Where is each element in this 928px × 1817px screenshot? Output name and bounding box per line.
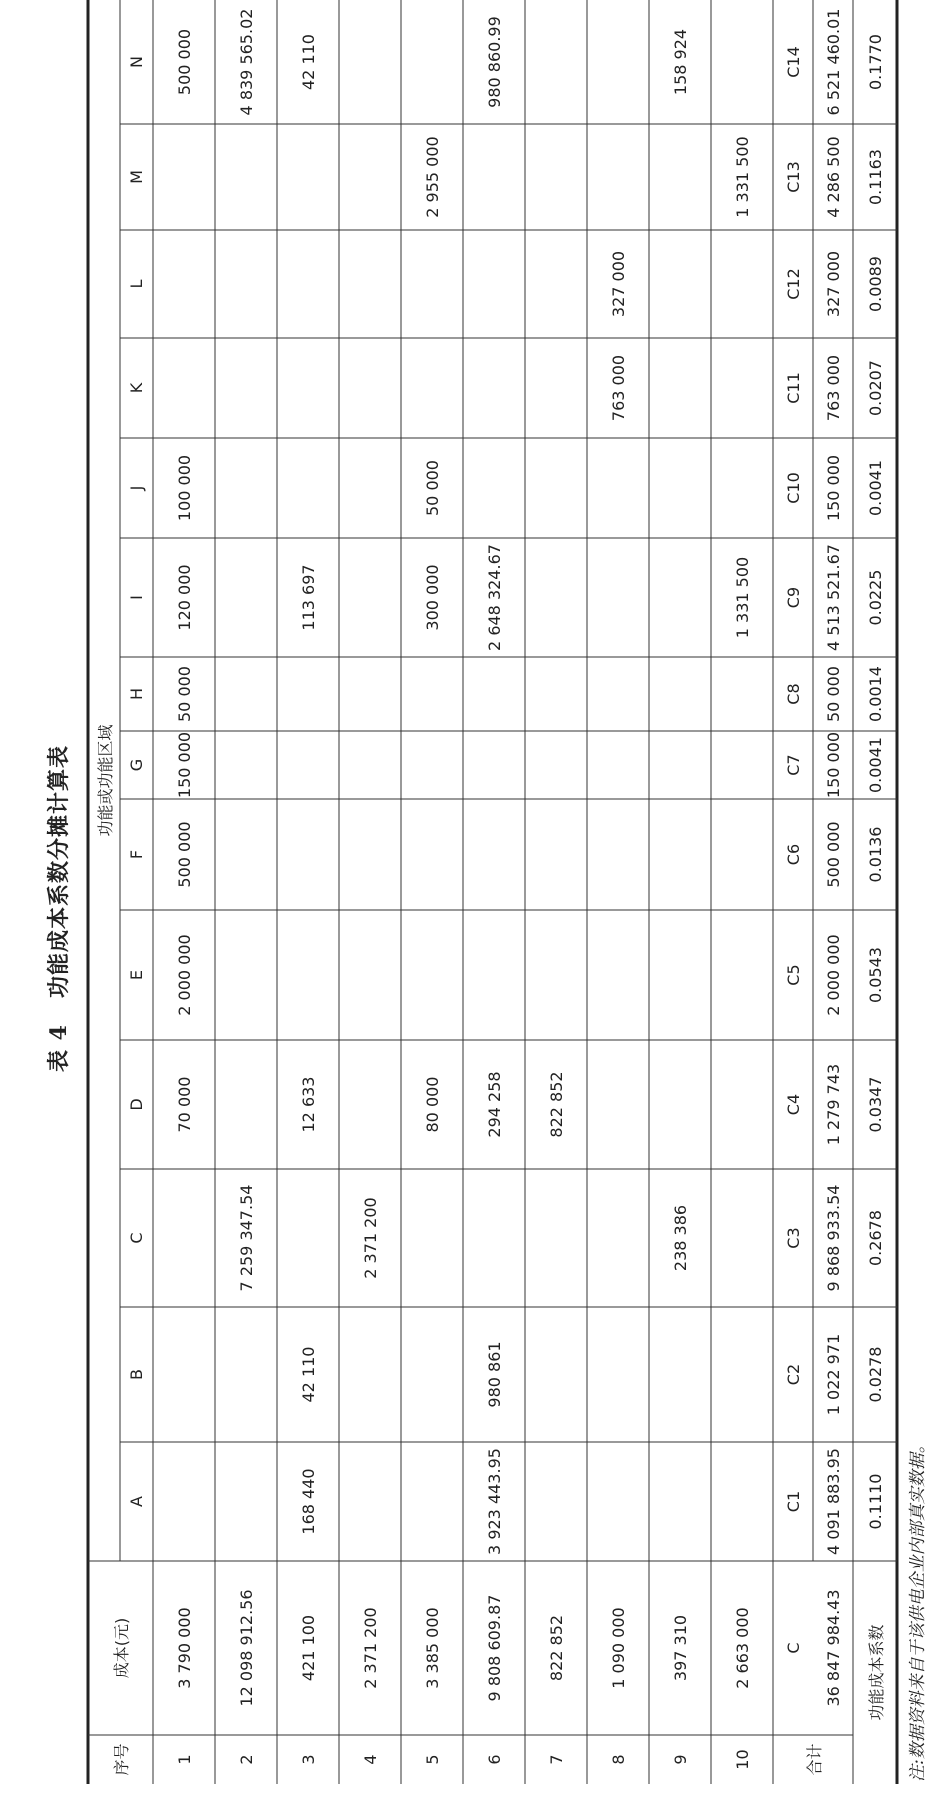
- total-symbol-c1: C1: [783, 1490, 803, 1513]
- total-value-c10: 150 000: [823, 454, 843, 522]
- coef-value-a: 0.1110: [865, 1473, 885, 1530]
- coef-value-d: 0.0347: [865, 1076, 885, 1133]
- row-5-cost: 3 385 000: [422, 1607, 442, 1689]
- header-area-c: C: [127, 1232, 146, 1244]
- row-4-serial: 4: [360, 1754, 380, 1765]
- total-value-c3: 9 868 933.54: [823, 1184, 843, 1292]
- header-area-group: 功能或功能区域: [95, 724, 115, 837]
- total-symbol-c9: C9: [783, 586, 803, 609]
- total-symbol-c14: C14: [783, 46, 803, 78]
- row-3-b: 42 110: [298, 1346, 318, 1403]
- row-4-cost: 2 371 200: [360, 1607, 380, 1689]
- row-6-serial: 6: [484, 1754, 504, 1765]
- row-1-n: 500 000: [174, 28, 194, 96]
- table-note: 注:数据资料来自于该供电企业内部真实数据。: [908, 1436, 928, 1782]
- header-area-m: M: [127, 170, 146, 184]
- total-value-c1: 4 091 883.95: [823, 1448, 843, 1555]
- coef-value-c: 0.2678: [865, 1210, 885, 1266]
- row-6-cost: 9 808 609.87: [484, 1594, 504, 1702]
- total-value-c13: 4 286 500: [823, 136, 843, 218]
- header-area-d: D: [127, 1098, 146, 1111]
- header-area-j: J: [127, 485, 146, 491]
- row-3-d: 12 633: [298, 1076, 318, 1133]
- row-9-c: 238 386: [670, 1204, 690, 1272]
- row-1-j: 100 000: [174, 454, 194, 522]
- header-area-h: H: [127, 687, 146, 701]
- row-5-d: 80 000: [422, 1076, 442, 1133]
- row-1-serial: 1: [174, 1754, 194, 1765]
- header-area-k: K: [127, 382, 146, 394]
- total-value-c5: 2 000 000: [823, 934, 843, 1016]
- total-value-c14: 6 521 460.01: [823, 8, 843, 116]
- row-5-i: 300 000: [422, 564, 442, 631]
- total-label: 合计: [804, 1743, 824, 1776]
- row-2-serial: 2: [236, 1754, 256, 1765]
- coef-value-g: 0.0041: [865, 737, 885, 793]
- row-6-d: 294 258: [484, 1071, 504, 1138]
- header-area-e: E: [127, 969, 146, 981]
- row-1-g: 150 000: [174, 731, 194, 799]
- coef-value-n: 0.1770: [865, 34, 885, 90]
- header-area-l: L: [127, 279, 146, 289]
- total-value-c12: 327 000: [823, 250, 843, 318]
- row-1-cost: 3 790 000: [174, 1607, 194, 1689]
- header-area-i: I: [127, 595, 146, 600]
- total-value-c2: 1 022 971: [823, 1333, 843, 1416]
- coef-value-b: 0.0278: [865, 1346, 885, 1403]
- row-1-e: 2 000 000: [174, 934, 194, 1016]
- header-serial: 序号: [112, 1743, 131, 1776]
- row-4-c: 2 371 200: [360, 1197, 380, 1279]
- header-area-a: A: [127, 1496, 146, 1507]
- row-1-d: 70 000: [174, 1076, 194, 1133]
- total-symbol-c11: C11: [783, 372, 803, 404]
- row-3-serial: 3: [298, 1754, 318, 1765]
- row-9-cost: 397 310: [670, 1614, 690, 1682]
- coef-label: 功能成本系数: [866, 1624, 886, 1721]
- row-8-k: 763 000: [608, 354, 628, 422]
- row-7-d: 822 852: [546, 1071, 566, 1138]
- row-5-m: 2 955 000: [422, 136, 442, 218]
- header-cost: 成本(元): [112, 1617, 131, 1679]
- table-title-number: 表 4: [46, 1024, 72, 1072]
- row-6-b: 980 861: [484, 1341, 504, 1408]
- header-area-g: G: [127, 758, 146, 772]
- row-1-h: 50 000: [174, 666, 194, 722]
- row-9-serial: 9: [670, 1754, 690, 1765]
- row-3-cost: 421 100: [298, 1614, 318, 1682]
- row-8-cost: 1 090 000: [608, 1607, 628, 1689]
- coef-value-j: 0.0041: [865, 460, 885, 516]
- row-8-serial: 8: [608, 1754, 628, 1765]
- total-value-c11: 763 000: [823, 354, 843, 422]
- row-6-i: 2 648 324.67: [484, 544, 504, 651]
- total-symbol-c2: C2: [783, 1363, 803, 1386]
- total-value-c9: 4 513 521.67: [823, 544, 843, 651]
- coef-value-h: 0.0014: [865, 666, 885, 722]
- total-value-c4: 1 279 743: [823, 1063, 843, 1146]
- row-3-n: 42 110: [298, 34, 318, 90]
- row-2-cost: 12 098 912.56: [236, 1589, 256, 1707]
- total-value-c8: 50 000: [823, 666, 843, 722]
- total-symbol-c12: C12: [783, 268, 803, 300]
- row-7-serial: 7: [546, 1754, 566, 1765]
- total-symbol-c13: C13: [783, 161, 803, 193]
- total-symbol-c6: C6: [783, 843, 803, 866]
- row-8-l: 327 000: [608, 250, 628, 318]
- total-symbol-c7: C7: [783, 754, 803, 776]
- row-10-serial: 10: [732, 1749, 752, 1770]
- coef-value-e: 0.0543: [865, 947, 885, 1003]
- row-3-a: 168 440: [298, 1468, 318, 1535]
- table-title-text: 功能成本系数分摊计算表: [46, 745, 72, 999]
- row-1-i: 120 000: [174, 564, 194, 631]
- row-5-serial: 5: [422, 1754, 442, 1765]
- total-symbol-c10: C10: [783, 472, 803, 504]
- row-5-j: 50 000: [422, 460, 442, 516]
- row-6-a: 3 923 443.95: [484, 1448, 504, 1555]
- row-3-i: 113 697: [298, 564, 318, 631]
- row-10-m: 1 331 500: [732, 136, 752, 218]
- header-area-n: N: [127, 56, 146, 68]
- coef-value-l: 0.0089: [865, 256, 885, 312]
- total-symbol-c3: C3: [783, 1227, 803, 1249]
- header-area-b: B: [127, 1369, 146, 1380]
- header-area-f: F: [127, 849, 146, 860]
- total-symbol-c4: C4: [783, 1093, 803, 1116]
- coef-value-f: 0.0136: [865, 826, 885, 883]
- total-cost-value: 36 847 984.43: [823, 1589, 843, 1707]
- total-value-c7: 150 000: [823, 731, 843, 799]
- total-symbol-c5: C5: [783, 964, 803, 986]
- coef-value-k: 0.0207: [865, 360, 885, 416]
- row-9-n: 158 924: [670, 28, 690, 96]
- row-10-i: 1 331 500: [732, 556, 752, 639]
- coef-value-m: 0.1163: [865, 149, 885, 205]
- row-2-n: 4 839 565.02: [236, 8, 256, 116]
- total-cost-symbol: C: [783, 1642, 803, 1654]
- row-2-c: 7 259 347.54: [236, 1184, 256, 1292]
- row-6-n: 980 860.99: [484, 16, 504, 108]
- row-10-cost: 2 663 000: [732, 1607, 752, 1689]
- total-value-c6: 500 000: [823, 821, 843, 888]
- row-1-f: 500 000: [174, 821, 194, 888]
- row-7-cost: 822 852: [546, 1614, 566, 1682]
- coef-value-i: 0.0225: [865, 569, 885, 626]
- total-symbol-c8: C8: [783, 683, 803, 705]
